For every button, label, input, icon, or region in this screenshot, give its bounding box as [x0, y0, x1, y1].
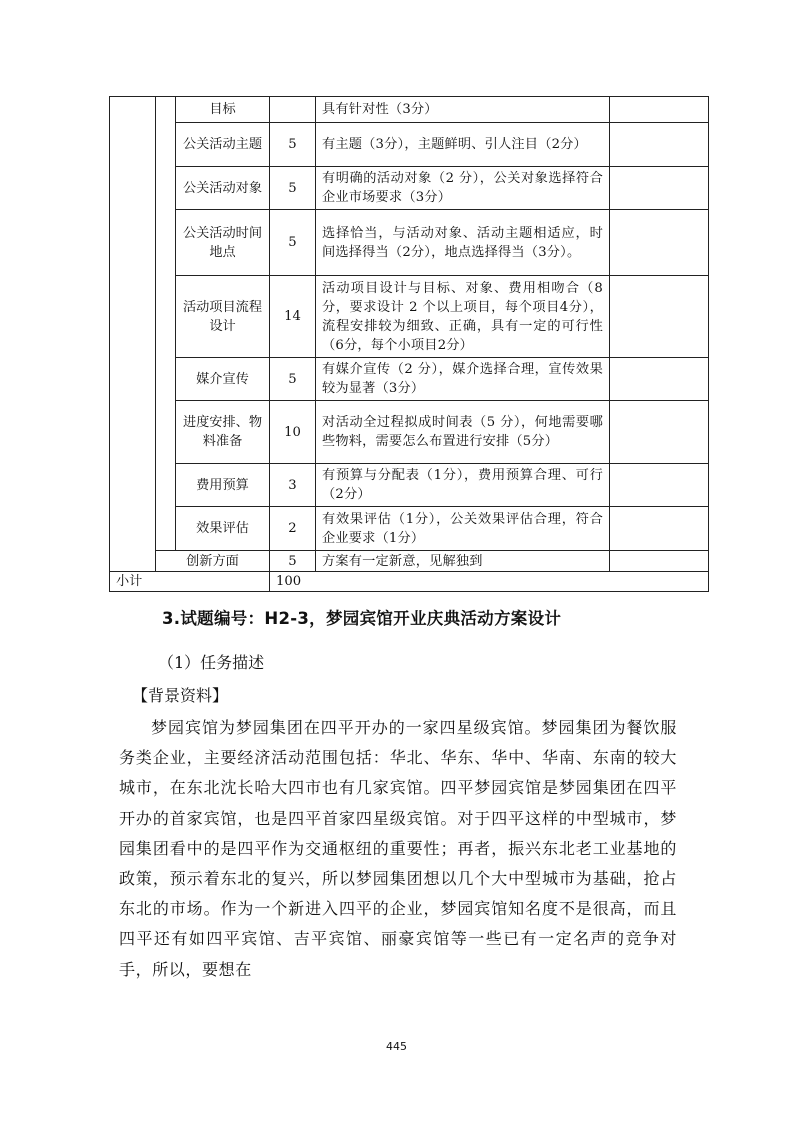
scoring-table	[109, 96, 709, 592]
table-empty-cell	[610, 551, 709, 572]
criteria-cell: 有主题（3分），主题鲜明、引人注目（2分）	[316, 123, 610, 167]
item-cell: 公关活动时间地点	[176, 210, 270, 276]
item-cell: 进度安排、物料准备	[176, 401, 270, 464]
score-cell: 5	[270, 358, 316, 401]
table-empty-cell	[610, 464, 709, 507]
item-cell: 目标	[176, 97, 270, 123]
criteria-cell: 有明确的活动对象（2 分），公关对象选择符合企业市场要求（3分）	[316, 167, 610, 210]
item-cell: 活动项目流程设计	[176, 276, 270, 358]
subsection-heading: （1）任务描述	[158, 653, 265, 672]
item-cell: 费用预算	[176, 464, 270, 507]
item-cell: 公关活动对象	[176, 167, 270, 210]
score-cell: 2	[270, 507, 316, 551]
table-row	[110, 464, 709, 507]
table-row	[110, 167, 709, 210]
table-empty-cell	[610, 167, 709, 210]
table-row	[110, 401, 709, 464]
table-row	[110, 507, 709, 551]
criteria-cell: 方案有一定新意，见解独到	[316, 551, 610, 572]
criteria-cell: 活动项目设计与目标、对象、费用相吻合（8分，要求设计 2 个以上项目，每个项目4分），流程安排较为细致、正确，具有一定的可行性（6分，每个小项目2分）	[316, 276, 610, 358]
criteria-cell: 对活动全过程拟成时间表（5 分），何地需要哪些物料，需要怎么布置进行安排（5分）	[316, 401, 610, 464]
table-empty-cell	[610, 97, 709, 123]
table-row-subtotal	[110, 572, 709, 592]
table-empty-cell	[610, 358, 709, 401]
score-cell: 3	[270, 464, 316, 507]
score-cell: 10	[270, 401, 316, 464]
score-cell: 5	[270, 167, 316, 210]
table-row	[110, 551, 709, 572]
section-heading: 3.试题编号：H2-3，梦园宾馆开业庆典活动方案设计	[162, 609, 562, 628]
criteria-cell: 有效果评估（1分），公关效果评估合理，符合企业要求（1分）	[316, 507, 610, 551]
score-cell: 5	[270, 551, 316, 572]
criteria-cell: 具有针对性（3分）	[316, 97, 610, 123]
table-row	[110, 210, 709, 276]
background-paragraph: 梦园宾馆为梦园集团在四平开办的一家四星级宾馆。梦园集团为餐饮服务类企业，主要经济活动范围包括：华北、华东、华中、华南、东南的较大城市，在东北沈长哈大四市也有几家宾馆。四平梦园宾馆是梦园集团在四平开办的首家宾馆，也是四平首家四星级宾馆。对于四平这样的中型城市，梦园集团看中的是四平作为交通枢纽的重要性；再者，振兴东北老工业基地的政策，预示着东北的复兴，所以梦园集团想以几个大中型城市为基础，抢占东北的市场。作为一个新进入四平的企业，梦园宾馆知名度不是很高，而且四平还有如四平宾馆、吉平宾馆、丽豪宾馆等一些已有一定名声的竞争对手，所以，要想在	[119, 718, 677, 979]
table-empty-cell	[610, 123, 709, 167]
subtotal-label: 小计	[110, 572, 270, 592]
table-empty-cell	[610, 276, 709, 358]
table-empty-cell	[610, 210, 709, 276]
item-cell: 公关活动主题	[176, 123, 270, 167]
table-empty-cell	[110, 97, 156, 572]
score-cell	[270, 97, 316, 123]
table-row	[110, 97, 709, 123]
subtotal-score: 100	[270, 572, 709, 592]
table-row	[110, 358, 709, 401]
score-cell: 5	[270, 123, 316, 167]
score-cell: 14	[270, 276, 316, 358]
table-row	[110, 276, 709, 358]
criteria-cell: 选择恰当，与活动对象、活动主题相适应，时间选择得当（2分），地点选择得当（3分）。	[316, 210, 610, 276]
item-cell: 创新方面	[156, 551, 270, 572]
score-cell: 5	[270, 210, 316, 276]
page-number: 445	[386, 1040, 407, 1053]
criteria-cell: 有预算与分配表（1分），费用预算合理、可行（2分）	[316, 464, 610, 507]
table-empty-cell	[610, 401, 709, 464]
table-empty-cell	[610, 507, 709, 551]
criteria-cell: 有媒介宣传（2 分），媒介选择合理，宣传效果较为显著（3分）	[316, 358, 610, 401]
table-row	[110, 123, 709, 167]
item-cell: 媒介宣传	[176, 358, 270, 401]
item-cell: 效果评估	[176, 507, 270, 551]
table-empty-cell	[156, 97, 176, 551]
background-title: 【背景资料】	[132, 686, 229, 705]
